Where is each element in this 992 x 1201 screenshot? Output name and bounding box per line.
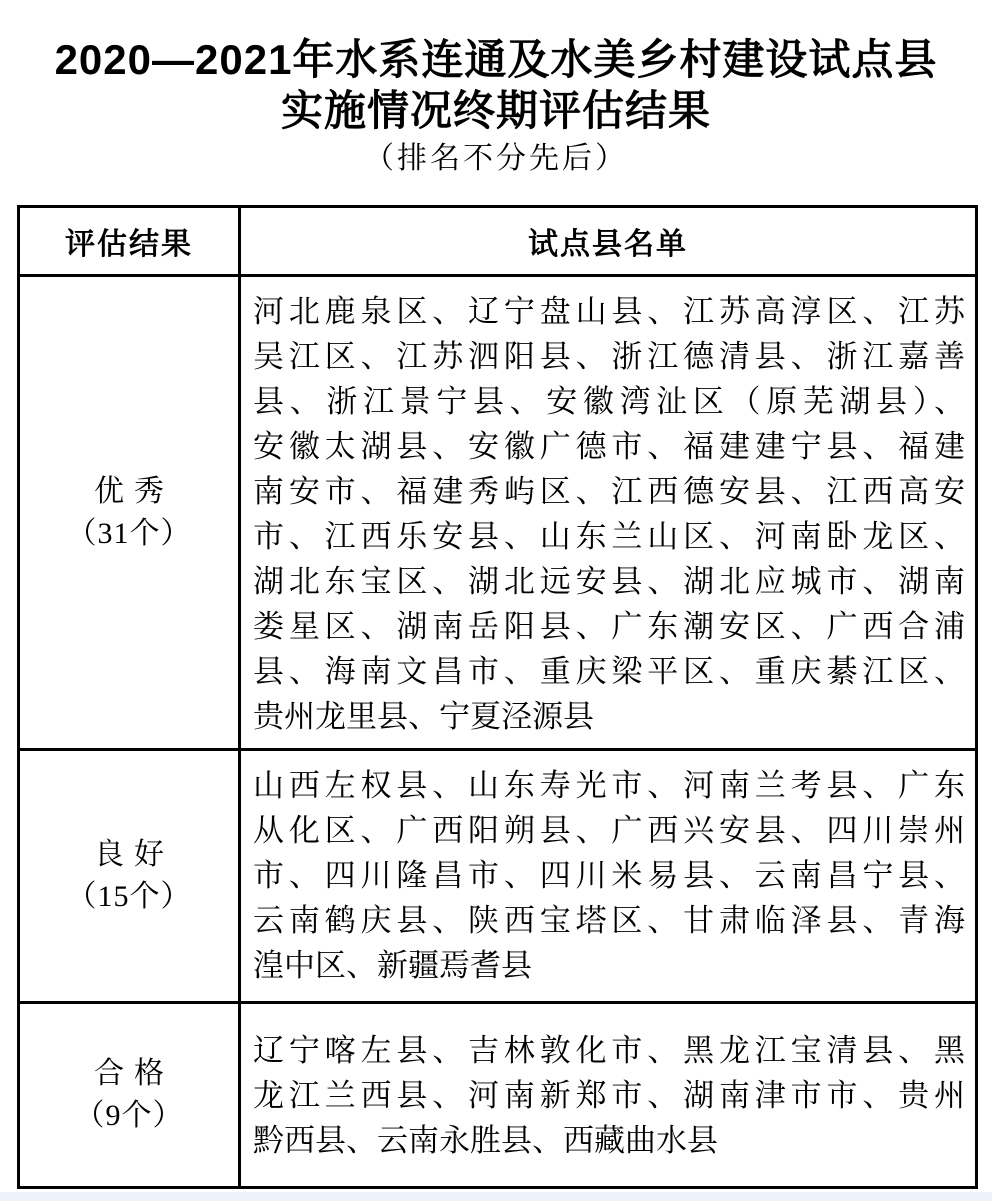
county-list-line: 安徽太湖县、安徽广德市、福建建宁县、福建 (253, 429, 965, 464)
table-row-good (19, 750, 977, 1003)
header-cell-evaluation-result: 评估结果 (19, 207, 240, 276)
county-list-line: 市、四川隆昌市、四川米易县、云南昌宁县、 (253, 858, 965, 893)
header-cell-county-list: 试点县名单 (240, 207, 977, 276)
county-list-line: 娄星区、湖南岳阳县、广东潮安区、广西合浦 (253, 609, 965, 644)
evaluation-results-table (17, 205, 978, 1189)
grade-count: （9个） (74, 1099, 184, 1132)
grade-label: 合格 (94, 1057, 174, 1090)
county-list-line: 南安市、福建秀屿区、江西德安县、江西高安 (253, 474, 965, 509)
county-list-cell (240, 276, 977, 750)
grade-label: 良好 (94, 838, 174, 871)
title-block (0, 34, 992, 179)
county-list-line: 山西左权县、山东寿光市、河南兰考县、广东 (253, 768, 965, 803)
county-list-line: 湖北东宝区、湖北远安县、湖北应城市、湖南 (253, 564, 965, 599)
county-list-line: 云南鹤庆县、陕西宝塔区、甘肃临泽县、青海 (253, 903, 965, 938)
page-title-line2: 实施情况终期评估结果 (280, 87, 711, 134)
county-list-line: 市、江西乐安县、山东兰山区、河南卧龙区、 (253, 519, 965, 554)
bottom-scroll-strip (0, 1192, 992, 1201)
page-subtitle: （排名不分先后） (364, 142, 628, 175)
table-header-row (19, 207, 977, 276)
table-row-pass (19, 1003, 977, 1188)
county-list-line: 县、浙江景宁县、安徽湾沚区（原芜湖县）、 (253, 384, 965, 419)
table-row-excellent (19, 276, 977, 750)
grade-count: （31个） (66, 516, 192, 550)
grade-cell (19, 750, 240, 1003)
county-list-line: 辽宁喀左县、吉林敦化市、黑龙江宝清县、黑 (253, 1033, 965, 1068)
grade-label: 优秀 (94, 474, 174, 508)
grade-cell (19, 1003, 240, 1188)
grade-cell (19, 276, 240, 750)
county-list-line: 贵州龙里县、宁夏泾源县 (253, 699, 594, 734)
county-list-cell (240, 1003, 977, 1188)
grade-count: （15个） (66, 880, 192, 913)
county-list-line: 湟中区、新疆焉耆县 (253, 948, 532, 983)
county-list-line: 从化区、广西阳朔县、广西兴安县、四川崇州 (253, 813, 965, 848)
county-list-line: 龙江兰西县、河南新郑市、湖南津市市、贵州 (253, 1078, 965, 1113)
county-list-line: 黔西县、云南永胜县、西藏曲水县 (253, 1123, 718, 1158)
page-title-line1: 2020—2021年水系连通及水美乡村建设试点县 (54, 36, 938, 83)
county-list-line: 河北鹿泉区、辽宁盘山县、江苏高淳区、江苏 (253, 294, 965, 329)
county-list-line: 吴江区、江苏泗阳县、浙江德清县、浙江嘉善 (253, 339, 965, 374)
county-list-line: 县、海南文昌市、重庆梁平区、重庆綦江区、 (253, 654, 965, 689)
county-list-cell (240, 750, 977, 1003)
